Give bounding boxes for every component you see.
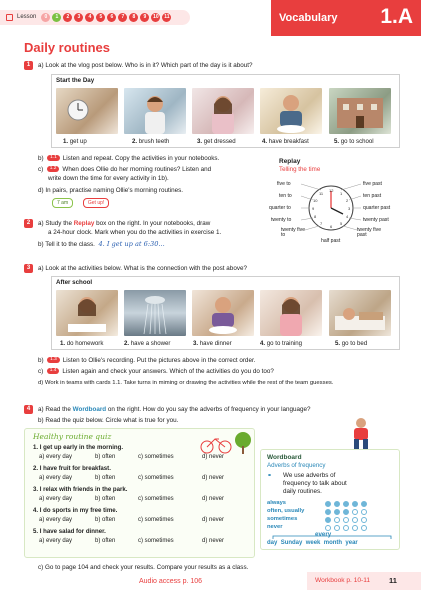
exercise-1a-text: a) Look at the vlog post below. Who is in it? Which part of the day is it about?: [38, 62, 253, 69]
caption-3: 3. get dressed: [197, 138, 236, 145]
svg-text:5: 5: [340, 221, 343, 226]
page-title: Daily routines: [24, 40, 110, 55]
label-quarter-to: quarter to: [269, 205, 291, 211]
example-action-chip: Get up!: [83, 198, 109, 208]
exercise-2a-line1: a) Study the Replay box on the right. In your notebooks, draw: [38, 220, 211, 227]
photo-get-up: [56, 88, 118, 134]
quiz-option[interactable]: c) sometimes: [138, 475, 174, 481]
svg-text:12: 12: [329, 188, 334, 193]
lesson-dot-5[interactable]: 5: [96, 13, 105, 22]
photo-have-dinner: [192, 290, 254, 336]
lesson-dot-1[interactable]: 1: [52, 13, 61, 22]
person-icon: [260, 290, 322, 336]
every-units: day Sunday week month year: [267, 540, 358, 546]
section-title: Vocabulary: [279, 12, 338, 24]
quiz-title: Healthy routine quiz: [33, 432, 112, 441]
audio-track-badge[interactable]: 1.2: [47, 166, 60, 172]
photo-brush-teeth: [124, 88, 186, 134]
quiz-option[interactable]: a) every day: [39, 538, 73, 544]
svg-text:4: 4: [346, 214, 349, 219]
caption-1: 1. do homework: [60, 340, 104, 347]
lesson-dot-4[interactable]: 4: [85, 13, 94, 22]
exercise-2b: b) Tell it to the class. 4. I get up at 6:30...: [38, 240, 165, 248]
exercise-3-number: 3: [24, 264, 33, 273]
replay-title: Replay: [279, 158, 301, 165]
label-five-to: five to: [277, 181, 291, 187]
quiz-option[interactable]: a) every day: [39, 475, 73, 481]
wordboard-desc-2: frequency to talk about: [283, 480, 347, 487]
svg-text:7: 7: [320, 221, 323, 226]
caption-2: 2. have a shower: [124, 340, 171, 347]
quiz-option[interactable]: d) never: [202, 475, 225, 481]
freq-never: never: [267, 524, 283, 530]
label-five-past: five past: [363, 181, 382, 187]
lesson-dot-10[interactable]: 10: [153, 14, 159, 21]
caption-2: 2. brush teeth: [132, 138, 170, 145]
exercise-1-number: 1: [24, 61, 33, 70]
svg-text:10: 10: [313, 198, 318, 203]
replay-box: [265, 156, 397, 248]
start-the-day-box: [51, 74, 400, 148]
person-icon: [56, 290, 118, 336]
label-twenty-five-to: twenty five to: [281, 227, 306, 239]
freq-dots-always: [325, 501, 367, 507]
example-time-chip: 7 am: [52, 198, 73, 208]
quiz-option[interactable]: d) never: [202, 517, 225, 523]
quiz-question-1: 1. I get up early in the morning.: [33, 444, 124, 451]
caption-5: 5. go to school: [334, 138, 374, 145]
freq-often: often, usually: [267, 508, 305, 514]
person-icon: [260, 88, 322, 134]
quiz-question-2: 2. I have fruit for breakfast.: [33, 465, 111, 472]
workbook-reference[interactable]: Workbook p. 10-11: [307, 572, 421, 590]
lesson-dot-6[interactable]: 6: [107, 13, 116, 22]
quiz-option[interactable]: b) often: [95, 496, 116, 502]
quiz-option[interactable]: b) often: [95, 475, 116, 481]
svg-text:11: 11: [319, 191, 324, 196]
after-school-title: After school: [56, 279, 93, 286]
freq-sometimes: sometimes: [267, 516, 298, 522]
exercise-1c-line2: write down the time for every activity in 1b).: [48, 175, 169, 182]
label-ten-past: ten past: [363, 193, 382, 199]
lesson-dot-3[interactable]: 3: [74, 13, 83, 22]
building-icon: [329, 88, 391, 134]
quiz-option[interactable]: c) sometimes: [138, 496, 174, 502]
wordboard-desc-1: We use adverbs of: [283, 472, 336, 479]
every-label: every: [315, 531, 332, 538]
label-twenty-five-past: twenty five past: [357, 227, 382, 239]
exercise-1c-line1: c) 1.2 When does Ollie do her morning routines? Listen and: [38, 166, 212, 173]
exercise-1d: d) In pairs, practise naming Ollie's morning routines.: [38, 187, 184, 194]
section-banner: [271, 0, 421, 36]
lesson-dot-11[interactable]: 11: [164, 14, 170, 21]
audio-access-link[interactable]: Audio access p. 106: [139, 578, 203, 585]
exercise-4-number: 4: [24, 405, 33, 414]
photo-have-breakfast: [260, 88, 322, 134]
bed-icon: [329, 290, 391, 336]
freq-dots-never: [325, 525, 367, 531]
quiz-option[interactable]: a) every day: [39, 454, 73, 460]
exercise-3a-text: a) Look at the activities below. What is the connection with the post above?: [38, 265, 247, 272]
svg-text:8: 8: [314, 214, 317, 219]
person-icon: [192, 88, 254, 134]
svg-text:9: 9: [312, 206, 315, 211]
exercise-3b: b) 1.3 Listen to Ollie's recording. Put the pictures above in the correct order.: [38, 357, 256, 364]
label-quarter-past: quarter past: [363, 205, 391, 211]
quiz-option[interactable]: c) sometimes: [138, 454, 174, 460]
photo-get-dressed: [192, 88, 254, 134]
exercise-4b: b) Read the quiz below. Circle what is true for you.: [38, 417, 179, 424]
caption-3: 3. have dinner: [193, 340, 232, 347]
photo-go-to-bed: [329, 290, 391, 336]
quiz-option[interactable]: c) sometimes: [138, 517, 174, 523]
label-ten-to: ten to: [279, 193, 292, 199]
healthy-routine-quiz: [24, 428, 255, 558]
freq-always: always: [267, 500, 287, 506]
exercise-4c: c) Go to page 104 and check your results. Compare your results as a class.: [38, 564, 249, 571]
lesson-dot-7[interactable]: 7: [118, 13, 127, 22]
exercise-1b: b) 1.1 Listen and repeat. Copy the activities in your notebooks.: [38, 155, 220, 162]
lesson-navigator: [0, 10, 190, 25]
person-illustration-icon: [348, 417, 374, 449]
lesson-dot-2[interactable]: 2: [63, 13, 72, 22]
quiz-option[interactable]: b) often: [95, 454, 116, 460]
quiz-option[interactable]: a) every day: [39, 496, 73, 502]
handwritten-example: 4. I get up at 6:30...: [98, 240, 165, 248]
replay-subtitle: Telling the time: [279, 166, 321, 173]
person-icon: [124, 88, 186, 134]
caption-1: 1. get up: [63, 138, 87, 145]
exercise-2a-line2: a 24-hour clock. Mark when you do the activities in exercise 1.: [48, 229, 222, 236]
svg-text:1: 1: [340, 191, 343, 196]
audio-track-badge[interactable]: 1.4: [47, 368, 60, 374]
freq-dots-sometimes: [325, 517, 367, 523]
wordboard-subtitle: Adverbs of frequency: [267, 462, 326, 469]
exercise-2-number: 2: [24, 219, 33, 228]
wordboard-title: Wordboard: [267, 454, 302, 461]
label-twenty-to: twenty to: [271, 217, 292, 223]
svg-text:3: 3: [348, 206, 351, 211]
audio-track-badge[interactable]: 1.1: [47, 155, 60, 161]
wordboard-box: [260, 449, 400, 550]
photo-go-to-training: [260, 290, 322, 336]
unit-number: 1.A: [380, 5, 413, 28]
alarm-clock-icon: [56, 88, 118, 134]
caption-4: 4. go to training: [260, 340, 303, 347]
quiz-option[interactable]: c) sometimes: [138, 538, 174, 544]
lesson-dot-9[interactable]: 9: [140, 13, 149, 22]
quiz-option[interactable]: b) often: [95, 538, 116, 544]
audio-track-badge[interactable]: 1.3: [47, 357, 60, 363]
quiz-question-4: 4. I do sports in my free time.: [33, 507, 118, 514]
quiz-option[interactable]: b) often: [95, 517, 116, 523]
person-icon: [192, 290, 254, 336]
quiz-option[interactable]: a) every day: [39, 517, 73, 523]
caption-4: 4. have breakfast: [262, 138, 309, 145]
exercise-3d: d) Work in teams with cards 1.1. Take turns in miming or drawing the activities while the rest of the team guesses.: [38, 380, 334, 386]
example-chips: [52, 198, 109, 208]
exercise-3c: c) 1.4 Listen again and check your answers. Which of the activities do you do too?: [38, 368, 274, 375]
wordboard-desc-3: daily routines.: [283, 488, 322, 495]
freq-dots-often: [325, 509, 367, 515]
quiz-option[interactable]: d) never: [202, 454, 225, 460]
quiz-option[interactable]: d) never: [202, 496, 225, 502]
page-number: 11: [389, 576, 397, 585]
lesson-dot-8[interactable]: 8: [129, 13, 138, 22]
svg-text:6: 6: [330, 224, 333, 229]
quiz-option[interactable]: d) never: [202, 538, 225, 544]
label-half-past: half past: [321, 238, 341, 244]
photo-go-to-school: [329, 88, 391, 134]
after-school-box: [51, 276, 400, 350]
lesson-label: Lesson: [17, 13, 37, 20]
start-the-day-title: Start the Day: [56, 77, 95, 84]
bicycle-tree-icon: [197, 431, 253, 455]
photo-do-homework: [56, 290, 118, 336]
lesson-dot-0[interactable]: 0: [41, 13, 50, 22]
photo-have-a-shower: [124, 290, 186, 336]
svg-text:2: 2: [346, 198, 349, 203]
label-twenty-past: twenty past: [363, 217, 389, 223]
top-bar: [0, 0, 421, 36]
shower-icon: [124, 290, 186, 336]
glasses-icon: ⚭: [267, 473, 273, 479]
caption-5: 5. go to bed: [335, 340, 368, 347]
quiz-question-5: 5. I have salad for dinner.: [33, 528, 106, 535]
exercise-4a: a) Read the Wordboard on the right. How do you say the adverbs of frequency in your language?: [38, 406, 311, 413]
home-icon[interactable]: [6, 14, 13, 21]
quiz-question-3: 3. I relax with friends in the park.: [33, 486, 128, 493]
